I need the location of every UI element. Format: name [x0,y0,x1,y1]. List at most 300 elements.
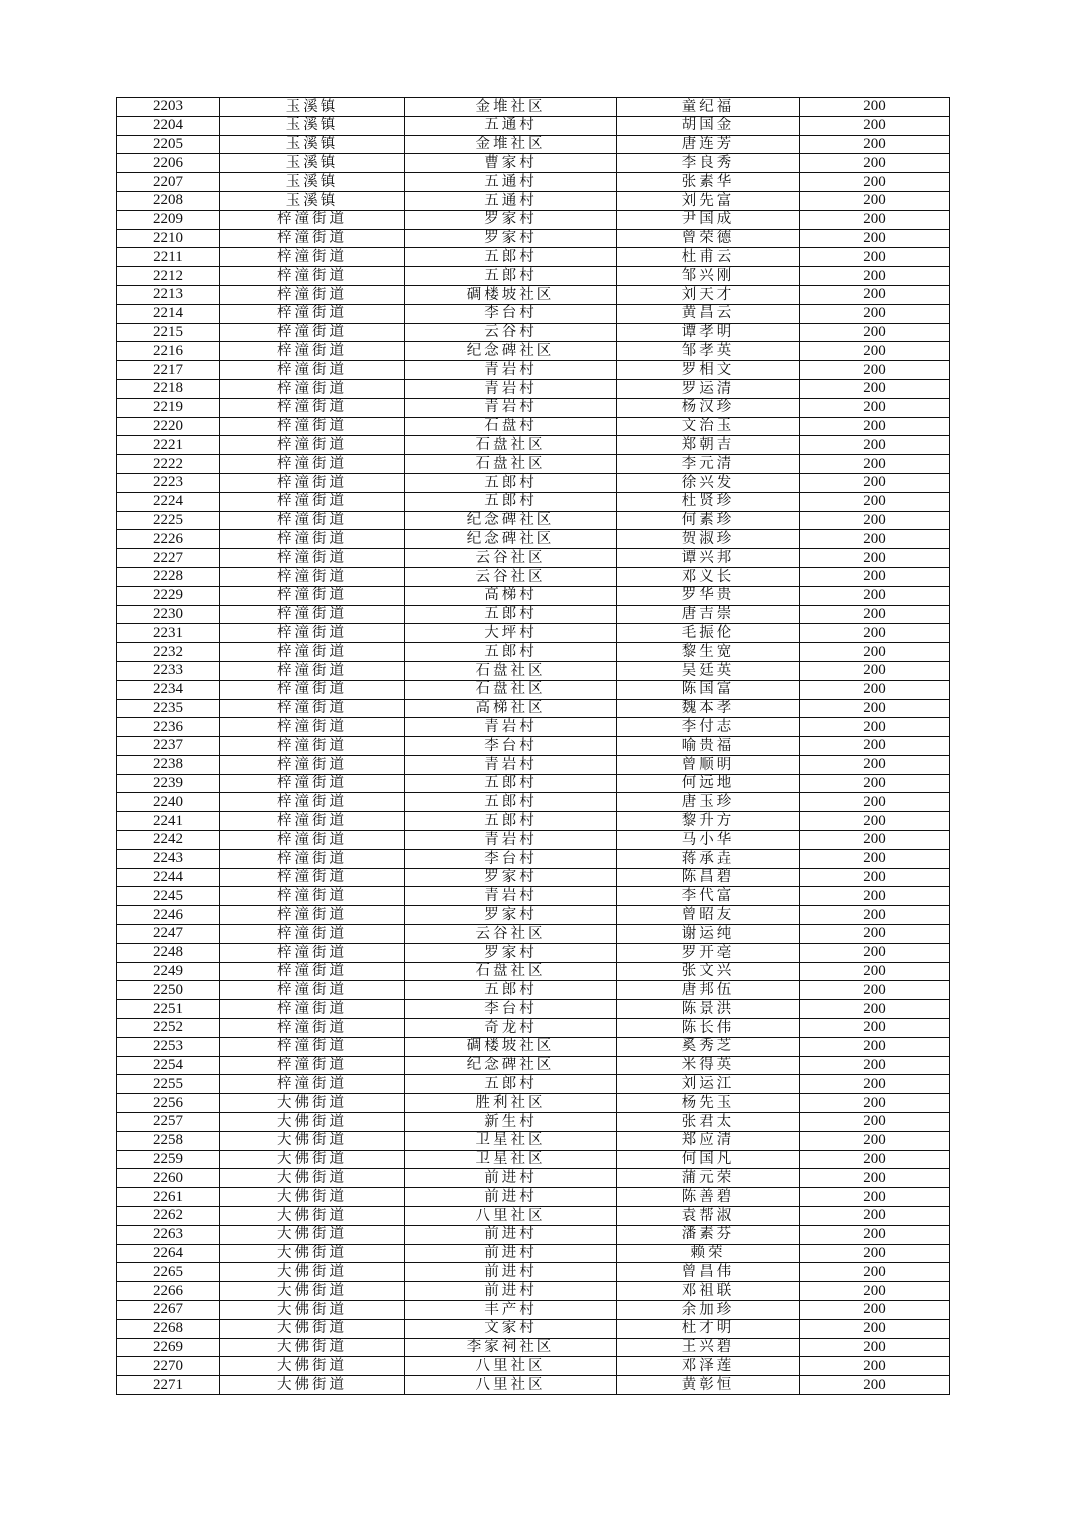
serial-number-cell: 2231 [117,624,220,643]
serial-number-cell: 2260 [117,1169,220,1188]
serial-number-cell: 2224 [117,492,220,511]
town-cell: 梓潼街道 [220,699,405,718]
amount-cell: 200 [800,1188,950,1207]
village-cell: 纪念碑社区 [405,530,617,549]
table-row [117,699,950,718]
town-cell: 大佛街道 [220,1131,405,1150]
town-cell: 大佛街道 [220,1338,405,1357]
table-row [117,1376,950,1395]
name-cell: 邓义长 [617,567,800,586]
serial-number-cell: 2256 [117,1094,220,1113]
town-cell: 梓潼街道 [220,436,405,455]
table-row [117,567,950,586]
serial-number-cell: 2234 [117,680,220,699]
village-cell: 前进村 [405,1263,617,1282]
village-cell: 金堆社区 [405,98,617,117]
amount-cell: 200 [800,511,950,530]
town-cell: 梓潼街道 [220,530,405,549]
name-cell: 袁帮淑 [617,1207,800,1226]
roster-table-body [117,98,950,1395]
amount-cell: 200 [800,229,950,248]
serial-number-cell: 2208 [117,191,220,210]
serial-number-cell: 2269 [117,1338,220,1357]
serial-number-cell: 2207 [117,173,220,192]
serial-number-cell: 2210 [117,229,220,248]
village-cell: 胜利社区 [405,1094,617,1113]
table-row [117,173,950,192]
name-cell: 唐玉珍 [617,793,800,812]
table-row [117,1263,950,1282]
amount-cell: 200 [800,868,950,887]
serial-number-cell: 2222 [117,455,220,474]
table-row [117,154,950,173]
village-cell: 云谷社区 [405,567,617,586]
subsidy-roster-table [116,97,950,1395]
village-cell: 青岩村 [405,718,617,737]
table-row [117,680,950,699]
village-cell: 石盘社区 [405,962,617,981]
table-row [117,98,950,117]
name-cell: 何素珍 [617,511,800,530]
table-row [117,549,950,568]
serial-number-cell: 2216 [117,342,220,361]
name-cell: 谭兴邦 [617,549,800,568]
table-row [117,1169,950,1188]
town-cell: 梓潼街道 [220,624,405,643]
name-cell: 贺淑珍 [617,530,800,549]
serial-number-cell: 2271 [117,1376,220,1395]
serial-number-cell: 2250 [117,981,220,1000]
table-row [117,925,950,944]
amount-cell: 200 [800,1075,950,1094]
village-cell: 文家村 [405,1319,617,1338]
village-cell: 前进村 [405,1282,617,1301]
amount-cell: 200 [800,1113,950,1132]
table-row [117,1319,950,1338]
serial-number-cell: 2241 [117,812,220,831]
town-cell: 梓潼街道 [220,943,405,962]
name-cell: 罗运清 [617,379,800,398]
table-row [117,1188,950,1207]
table-row [117,398,950,417]
village-cell: 李台村 [405,1000,617,1019]
village-cell: 金堆社区 [405,135,617,154]
village-cell: 高梯社区 [405,699,617,718]
town-cell: 玉溪镇 [220,154,405,173]
name-cell: 蒲元荣 [617,1169,800,1188]
village-cell: 五郎村 [405,473,617,492]
town-cell: 大佛街道 [220,1319,405,1338]
serial-number-cell: 2203 [117,98,220,117]
serial-number-cell: 2226 [117,530,220,549]
amount-cell: 200 [800,549,950,568]
amount-cell: 200 [800,624,950,643]
village-cell: 云谷村 [405,323,617,342]
table-row [117,1000,950,1019]
serial-number-cell: 2263 [117,1225,220,1244]
amount-cell: 200 [800,849,950,868]
name-cell: 邓泽莲 [617,1357,800,1376]
village-cell: 李家祠社区 [405,1338,617,1357]
table-row [117,661,950,680]
town-cell: 大佛街道 [220,1357,405,1376]
table-row [117,285,950,304]
town-cell: 梓潼街道 [220,849,405,868]
village-cell: 五郎村 [405,812,617,831]
amount-cell: 200 [800,173,950,192]
serial-number-cell: 2257 [117,1113,220,1132]
serial-number-cell: 2235 [117,699,220,718]
amount-cell: 200 [800,755,950,774]
town-cell: 梓潼街道 [220,361,405,380]
amount-cell: 200 [800,962,950,981]
name-cell: 王兴碧 [617,1338,800,1357]
town-cell: 玉溪镇 [220,116,405,135]
town-cell: 玉溪镇 [220,135,405,154]
name-cell: 陈国富 [617,680,800,699]
table-row [117,793,950,812]
name-cell: 邹孝英 [617,342,800,361]
name-cell: 张君太 [617,1113,800,1132]
town-cell: 梓潼街道 [220,323,405,342]
town-cell: 梓潼街道 [220,379,405,398]
amount-cell: 200 [800,1056,950,1075]
name-cell: 唐邦伍 [617,981,800,1000]
town-cell: 大佛街道 [220,1207,405,1226]
name-cell: 杜贤珍 [617,492,800,511]
name-cell: 张素华 [617,173,800,192]
town-cell: 梓潼街道 [220,304,405,323]
serial-number-cell: 2238 [117,755,220,774]
amount-cell: 200 [800,135,950,154]
village-cell: 罗家村 [405,943,617,962]
serial-number-cell: 2270 [117,1357,220,1376]
name-cell: 李代富 [617,887,800,906]
serial-number-cell: 2218 [117,379,220,398]
serial-number-cell: 2243 [117,849,220,868]
amount-cell: 200 [800,1282,950,1301]
serial-number-cell: 2264 [117,1244,220,1263]
town-cell: 梓潼街道 [220,492,405,511]
name-cell: 何远地 [617,774,800,793]
table-row [117,1094,950,1113]
table-row [117,868,950,887]
serial-number-cell: 2251 [117,1000,220,1019]
village-cell: 八里社区 [405,1207,617,1226]
table-row [117,1056,950,1075]
town-cell: 梓潼街道 [220,248,405,267]
serial-number-cell: 2209 [117,210,220,229]
name-cell: 黎升方 [617,812,800,831]
serial-number-cell: 2204 [117,116,220,135]
village-cell: 罗家村 [405,868,617,887]
village-cell: 高梯村 [405,586,617,605]
village-cell: 青岩村 [405,361,617,380]
name-cell: 邹兴刚 [617,267,800,286]
name-cell: 徐兴发 [617,473,800,492]
village-cell: 前进村 [405,1225,617,1244]
village-cell: 五郎村 [405,793,617,812]
town-cell: 梓潼街道 [220,680,405,699]
village-cell: 五通村 [405,173,617,192]
name-cell: 文治玉 [617,417,800,436]
town-cell: 大佛街道 [220,1376,405,1395]
town-cell: 玉溪镇 [220,98,405,117]
serial-number-cell: 2248 [117,943,220,962]
amount-cell: 200 [800,981,950,1000]
serial-number-cell: 2236 [117,718,220,737]
table-row [117,1338,950,1357]
town-cell: 大佛街道 [220,1113,405,1132]
town-cell: 梓潼街道 [220,567,405,586]
amount-cell: 200 [800,379,950,398]
amount-cell: 200 [800,831,950,850]
village-cell: 青岩村 [405,755,617,774]
village-cell: 李台村 [405,304,617,323]
town-cell: 梓潼街道 [220,962,405,981]
village-cell: 五郎村 [405,1075,617,1094]
village-cell: 罗家村 [405,229,617,248]
name-cell: 毛振伦 [617,624,800,643]
town-cell: 大佛街道 [220,1225,405,1244]
serial-number-cell: 2265 [117,1263,220,1282]
amount-cell: 200 [800,361,950,380]
name-cell: 胡国金 [617,116,800,135]
name-cell: 唐吉崇 [617,605,800,624]
amount-cell: 200 [800,323,950,342]
town-cell: 梓潼街道 [220,210,405,229]
amount-cell: 200 [800,567,950,586]
serial-number-cell: 2229 [117,586,220,605]
town-cell: 梓潼街道 [220,868,405,887]
village-cell: 卫星社区 [405,1150,617,1169]
village-cell: 前进村 [405,1244,617,1263]
town-cell: 梓潼街道 [220,831,405,850]
serial-number-cell: 2211 [117,248,220,267]
table-row [117,1150,950,1169]
amount-cell: 200 [800,285,950,304]
name-cell: 余加珍 [617,1301,800,1320]
village-cell: 五郎村 [405,643,617,662]
table-row [117,1207,950,1226]
amount-cell: 200 [800,267,950,286]
village-cell: 前进村 [405,1169,617,1188]
table-row [117,1019,950,1038]
town-cell: 梓潼街道 [220,342,405,361]
amount-cell: 200 [800,643,950,662]
amount-cell: 200 [800,906,950,925]
name-cell: 吴廷英 [617,661,800,680]
table-row [117,342,950,361]
amount-cell: 200 [800,1376,950,1395]
name-cell: 罗开亳 [617,943,800,962]
serial-number-cell: 2230 [117,605,220,624]
table-row [117,1282,950,1301]
name-cell: 蒋承垚 [617,849,800,868]
town-cell: 梓潼街道 [220,1000,405,1019]
name-cell: 张文兴 [617,962,800,981]
serial-number-cell: 2259 [117,1150,220,1169]
village-cell: 五郎村 [405,981,617,1000]
table-row [117,323,950,342]
amount-cell: 200 [800,943,950,962]
village-cell: 罗家村 [405,906,617,925]
name-cell: 曾顺明 [617,755,800,774]
table-row [117,718,950,737]
table-row [117,379,950,398]
table-row [117,304,950,323]
serial-number-cell: 2225 [117,511,220,530]
amount-cell: 200 [800,1301,950,1320]
name-cell: 杨先玉 [617,1094,800,1113]
table-row [117,210,950,229]
town-cell: 大佛街道 [220,1150,405,1169]
town-cell: 梓潼街道 [220,981,405,1000]
town-cell: 玉溪镇 [220,173,405,192]
name-cell: 李良秀 [617,154,800,173]
name-cell: 童纪福 [617,98,800,117]
village-cell: 云谷社区 [405,925,617,944]
table-row [117,1244,950,1263]
village-cell: 石盘社区 [405,436,617,455]
town-cell: 梓潼街道 [220,774,405,793]
town-cell: 梓潼街道 [220,229,405,248]
name-cell: 唐连芳 [617,135,800,154]
name-cell: 马小华 [617,831,800,850]
amount-cell: 200 [800,586,950,605]
name-cell: 刘运江 [617,1075,800,1094]
amount-cell: 200 [800,492,950,511]
amount-cell: 200 [800,342,950,361]
serial-number-cell: 2212 [117,267,220,286]
serial-number-cell: 2245 [117,887,220,906]
serial-number-cell: 2252 [117,1019,220,1038]
village-cell: 石盘社区 [405,455,617,474]
name-cell: 陈长伟 [617,1019,800,1038]
serial-number-cell: 2233 [117,661,220,680]
serial-number-cell: 2228 [117,567,220,586]
serial-number-cell: 2249 [117,962,220,981]
table-row [117,887,950,906]
serial-number-cell: 2223 [117,473,220,492]
amount-cell: 200 [800,1131,950,1150]
table-row [117,906,950,925]
town-cell: 梓潼街道 [220,1056,405,1075]
amount-cell: 200 [800,812,950,831]
table-row [117,605,950,624]
town-cell: 大佛街道 [220,1263,405,1282]
serial-number-cell: 2268 [117,1319,220,1338]
serial-number-cell: 2206 [117,154,220,173]
serial-number-cell: 2221 [117,436,220,455]
village-cell: 石盘村 [405,417,617,436]
village-cell: 五郎村 [405,605,617,624]
table-row [117,737,950,756]
serial-number-cell: 2255 [117,1075,220,1094]
village-cell: 五通村 [405,116,617,135]
table-row [117,774,950,793]
serial-number-cell: 2244 [117,868,220,887]
table-row [117,943,950,962]
village-cell: 八里社区 [405,1357,617,1376]
serial-number-cell: 2254 [117,1056,220,1075]
name-cell: 邓祖联 [617,1282,800,1301]
town-cell: 梓潼街道 [220,755,405,774]
village-cell: 青岩村 [405,887,617,906]
table-row [117,624,950,643]
name-cell: 刘天才 [617,285,800,304]
amount-cell: 200 [800,793,950,812]
amount-cell: 200 [800,1037,950,1056]
name-cell: 杜才明 [617,1319,800,1338]
village-cell: 罗家村 [405,210,617,229]
table-row [117,586,950,605]
table-row [117,361,950,380]
table-row [117,511,950,530]
name-cell: 何国凡 [617,1150,800,1169]
town-cell: 大佛街道 [220,1188,405,1207]
village-cell: 卫星社区 [405,1131,617,1150]
town-cell: 梓潼街道 [220,1075,405,1094]
serial-number-cell: 2214 [117,304,220,323]
amount-cell: 200 [800,210,950,229]
town-cell: 梓潼街道 [220,793,405,812]
amount-cell: 200 [800,473,950,492]
table-row [117,849,950,868]
town-cell: 梓潼街道 [220,1019,405,1038]
table-row [117,831,950,850]
town-cell: 梓潼街道 [220,1037,405,1056]
name-cell: 谢运纯 [617,925,800,944]
village-cell: 大坪村 [405,624,617,643]
town-cell: 大佛街道 [220,1301,405,1320]
table-row [117,417,950,436]
amount-cell: 200 [800,248,950,267]
table-row [117,981,950,1000]
name-cell: 曾昭友 [617,906,800,925]
name-cell: 黄彰恒 [617,1376,800,1395]
serial-number-cell: 2261 [117,1188,220,1207]
town-cell: 梓潼街道 [220,285,405,304]
name-cell: 李付志 [617,718,800,737]
village-cell: 碉楼坡社区 [405,1037,617,1056]
table-row [117,267,950,286]
serial-number-cell: 2227 [117,549,220,568]
town-cell: 梓潼街道 [220,473,405,492]
name-cell: 罗华贵 [617,586,800,605]
village-cell: 奇龙村 [405,1019,617,1038]
serial-number-cell: 2262 [117,1207,220,1226]
name-cell: 谭孝明 [617,323,800,342]
table-row [117,1131,950,1150]
town-cell: 梓潼街道 [220,737,405,756]
town-cell: 梓潼街道 [220,417,405,436]
serial-number-cell: 2215 [117,323,220,342]
table-row [117,755,950,774]
serial-number-cell: 2217 [117,361,220,380]
amount-cell: 200 [800,1338,950,1357]
table-row [117,455,950,474]
amount-cell: 200 [800,98,950,117]
village-cell: 青岩村 [405,398,617,417]
amount-cell: 200 [800,154,950,173]
amount-cell: 200 [800,191,950,210]
name-cell: 赖荣 [617,1244,800,1263]
serial-number-cell: 2266 [117,1282,220,1301]
amount-cell: 200 [800,417,950,436]
serial-number-cell: 2258 [117,1131,220,1150]
name-cell: 曾昌伟 [617,1263,800,1282]
